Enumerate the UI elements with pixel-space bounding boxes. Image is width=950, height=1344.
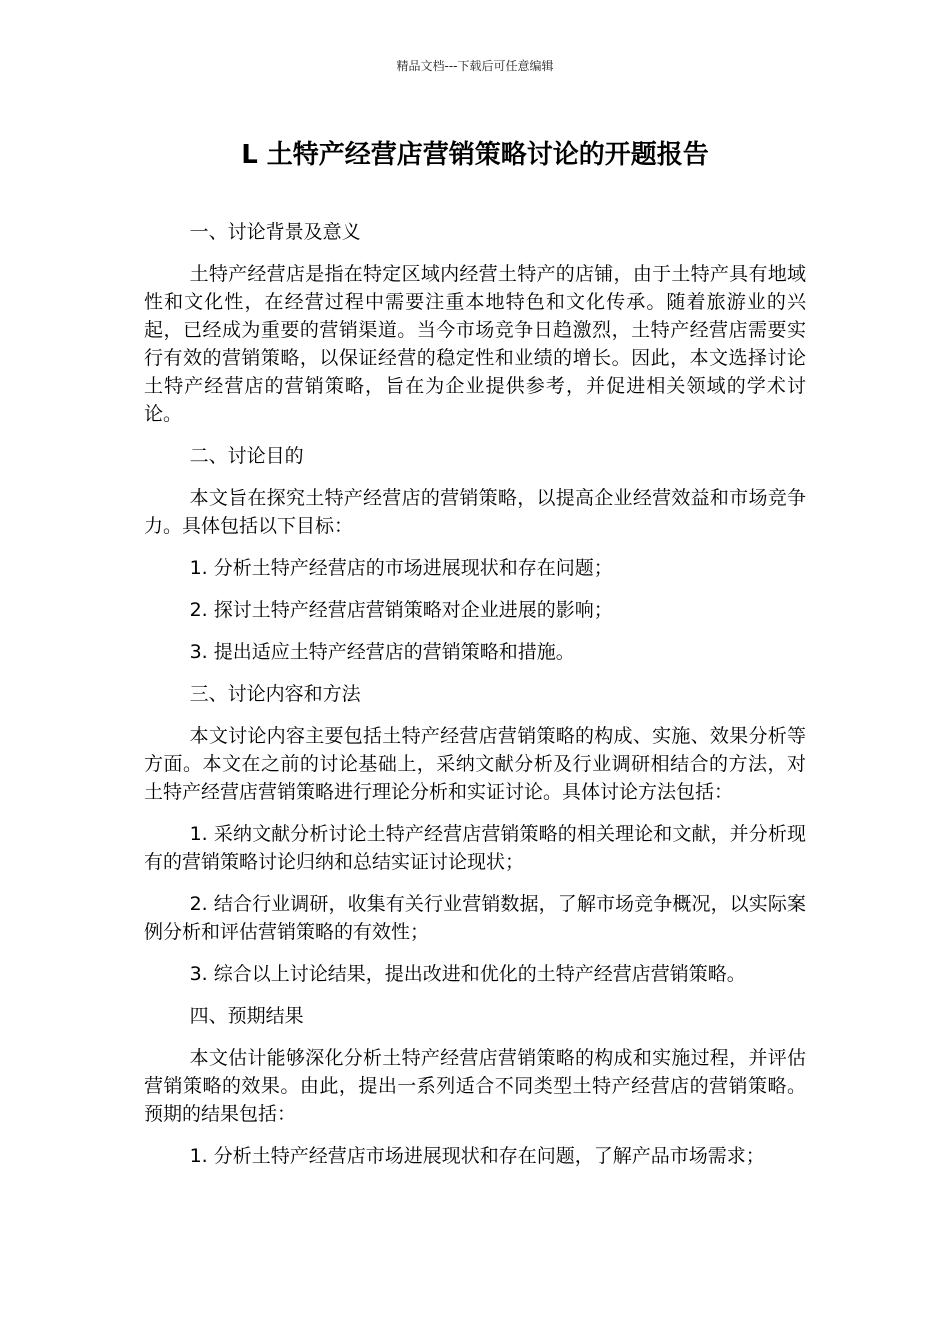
paragraph-expected-results: 本文估计能够深化分析土特产经营店营销策略的构成和实施过程，并评估营销策略的效果。由此，提出一系列适合不同类型土特产经营店的营销策略。预期的结果包括： bbox=[144, 1047, 806, 1125]
list-item-purpose-2: 2. 探讨土特产经营店营销策略对企业进展的影响； bbox=[189, 599, 613, 621]
header-note: 精品文档---下载后可任意编辑 bbox=[396, 59, 554, 73]
paragraph-content-method: 本文讨论内容主要包括土特产经营店营销策略的构成、实施、效果分析等方面。本文在之前的讨论基础上，采纳文献分析及行业调研相结合的方法，对土特产经营店营销策略进行理论分析和实证讨论。具体讨论方法包括： bbox=[144, 725, 806, 803]
section-heading-expected-results: 四、预期结果 bbox=[189, 1005, 304, 1027]
paragraph-purpose: 本文旨在探究土特产经营店的营销策略，以提高企业经营效益和市场竞争力。具体包括以下目标： bbox=[144, 487, 806, 537]
list-item-method-2: 2. 结合行业调研，收集有关行业营销数据，了解市场竞争概况，以实际案例分析和评估营销策略的有效性； bbox=[144, 893, 806, 943]
list-item-purpose-3: 3. 提出适应土特产经营店的营销策略和措施。 bbox=[189, 641, 575, 663]
section-heading-purpose: 二、讨论目的 bbox=[189, 445, 304, 467]
list-item-method-1: 1. 采纳文献分析讨论土特产经营店营销策略的相关理论和文献，并分析现有的营销策略讨论归纳和总结实证讨论现状； bbox=[144, 823, 806, 873]
section-heading-content-method: 三、讨论内容和方法 bbox=[189, 683, 361, 705]
paragraph-background: 土特产经营店是指在特定区域内经营土特产的店铺，由于土特产具有地域性和文化性，在经营过程中需要注重本地特色和文化传承。随着旅游业的兴起，已经成为重要的营销渠道。当今市场竞争日趋激烈，土特产经营店需要实行有效的营销策略，以保证经营的稳定性和业绩的增长。因此，本文选择讨论土特产经营店的营销策略，旨在为企业提供参考，并促进相关领域的学术讨论。 bbox=[144, 263, 806, 425]
document-title: L 土特产经营店营销策略讨论的开题报告 bbox=[241, 140, 709, 170]
document-body bbox=[144, 218, 806, 1170]
section-heading-background: 一、讨论背景及意义 bbox=[189, 221, 361, 243]
list-item-method-3: 3. 综合以上讨论结果，提出改进和优化的土特产经营店营销策略。 bbox=[189, 963, 746, 985]
list-item-result-1: 1. 分析土特产经营店市场进展现状和存在问题，了解产品市场需求； bbox=[189, 1145, 765, 1167]
list-item-purpose-1: 1. 分析土特产经营店的市场进展现状和存在问题； bbox=[189, 557, 613, 579]
